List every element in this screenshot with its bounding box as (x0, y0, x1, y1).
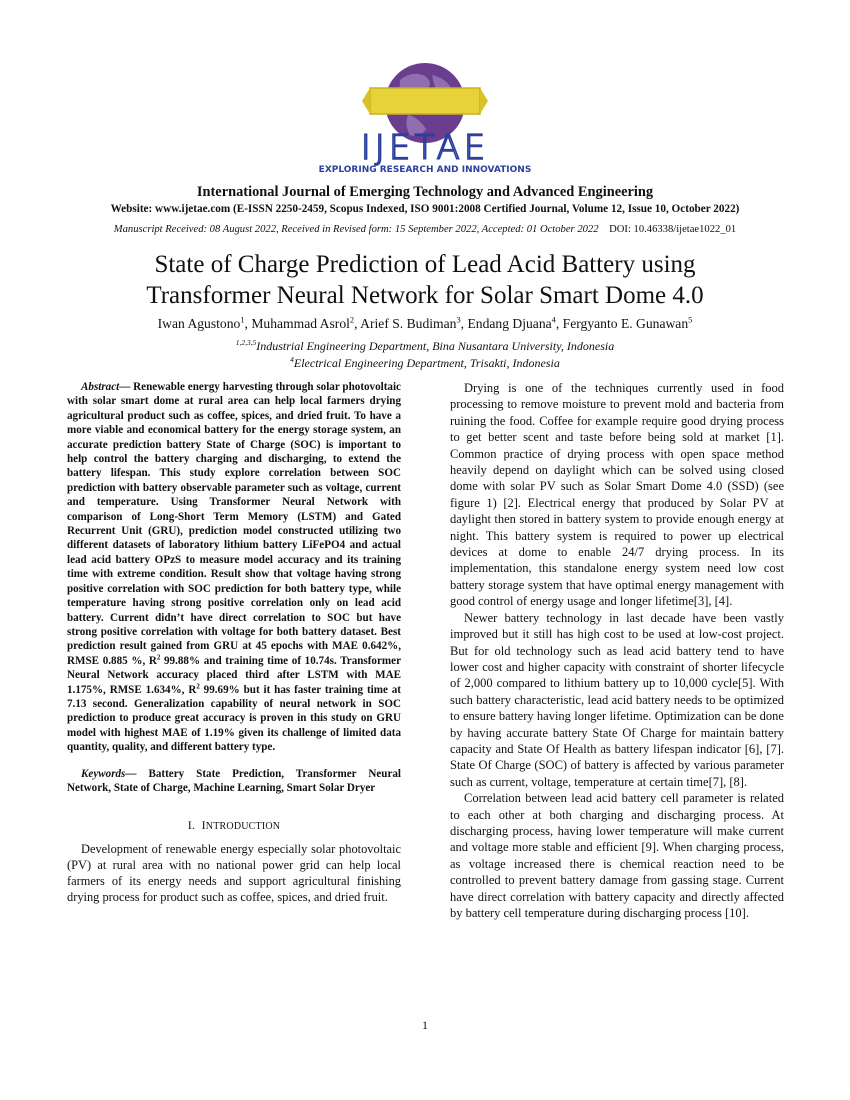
logo-tagline: EXPLORING RESEARCH AND INNOVATIONS (318, 165, 532, 175)
page-number: 1 (422, 1018, 428, 1032)
keywords: Keywords— Battery State Prediction, Transformer Neural Network, State of Charge, Machine Learning, Smart Solar Dryer (67, 767, 402, 794)
logo-wordmark: IJETAE (360, 128, 490, 168)
doi: DOI: 10.46338/ijetae1022_01 (609, 224, 737, 235)
intro-paragraph-1: Development of renewable energy especially solar photovoltaic (PV) at rural area with no national power grid can help local farmers of its energy needs and support agricultural finishing drying process for product such as coffee, spices, and dried fruit. (67, 842, 401, 905)
journal-logo (300, 55, 550, 175)
paper-title (60, 249, 790, 311)
title-line-2: Transformer Neural Network for Solar Smart Dome 4.0 (146, 282, 704, 309)
affiliation-2: $^4$Electrical Engineering Department, Trisakti, Indonesia (290, 355, 560, 370)
author: Arief S. Budiman$^3$, (360, 314, 468, 331)
journal-website-line: Website: www.ijetae.com (E-ISSN 2250-2459, Scopus Indexed, ISO 9001:2008 Certified Journal, Volume 12, Issue 10, October 2022) (110, 203, 740, 215)
journal-name: International Journal of Emerging Technology and Advanced Engineering (196, 184, 654, 200)
author: Fergyanto E. Gunawan$^5$ (562, 314, 693, 331)
body-paragraph-2: Newer battery technology in last decade have been vastly improved but it still has high cost to be used at low-cost project. But for old technology such as lead acid battery tend to have lower cost and higher capacity with constraint of shorter lifecycle of 2,000 compared to lithium battery up to 10,000 cycle[5]. With such battery characteristic, lead acid battery needs to be optimized to ensure battery having longer lifetime. Optimization can be done by having accurate battery State Of Charge for maintain battery capacity and State Of Health as battery lifespan indicator [6], [7]. State Of Charge (SOC) of battery is affected by various parameter such as current, voltage, temperature at certain time[7], [8]. (450, 610, 784, 789)
manuscript-dates: Manuscript Received: 08 August 2022, Received in Revised form: 15 September 2022, Accepted: 01 October 2022 (113, 224, 599, 235)
author-list (0, 316, 850, 332)
body-paragraph-1: Drying is one of the techniques currently used in food processing to remove moisture to prevent mold and bacteria from ruining the food. Coffee for example require good drying process to get better scent and taste before being sold at market [1]. Common practice of drying process with open space method heavily depend on daylight which can be solved using closed dome with solar PV such as Solar Smart Dome 4.0 (SSD) (see figure 1) [2]. Electrical energy that produced by Solar PV at daylight then stored in battery system to provide enough energy at night. This battery system is required to power up electrical devices at dome to enable 24/7 drying process. In its implementation, this standalone energy system need low cost battery storage system that have optimal energy management with good control of energy usage and longer lifetime[3], [4]. (450, 381, 784, 609)
title-line-1: State of Charge Prediction of Lead Acid Battery using (154, 251, 696, 278)
section-heading-introduction: I. INTRODUCTION (187, 818, 281, 833)
body-paragraph-3: Correlation between lead acid battery cell parameter is related to each other at both charging and discharging process. At discharging process, having lower temperature will make current and voltage more stable and efficient [9]. When charging process, as voltage increased there is chemical reaction need to be controlled to prevent battery damage from gassing stage. Current have direct correlation with battery capacity and directly affected by battery cell temperature during discharging process [10]. (450, 791, 784, 920)
author: Iwan Agustono$^1$, (157, 314, 252, 331)
left-column (67, 380, 401, 905)
affiliation-1: $^{1,2,3,5}$Industrial Engineering Department, Bina Nusantara University, Indonesia (235, 338, 615, 353)
logo-band (362, 88, 488, 114)
manuscript-info (0, 224, 850, 235)
author: Endang Djuana$^4$, (467, 314, 563, 331)
abstract: Abstract— Renewable energy harvesting through solar photovoltaic with solar smart dome at rural area can help local farmers drying agricultural product such as coffee, spices, and dried fruit. To have a more viable and economical battery for the energy storage system, an accurate prediction battery State of Charge (SOC) is important to help control the battery charging and discharging, to extend the battery lifespan. This study explore correlation between SOC prediction with battery observable parameter such as voltage, current and temperature. Using Transformer Neural Network with comparison of Long-Short Term Memory (LSTM) and Gated Recurrent Unit (GRU), prediction model constructed utilizing two different datasets of laboratory lithium battery LiFePO4 and actual lead acid battery OPzS to measure model accuracy and its training time with extreme condition. Result show that voltage having strong positive correlation with SOC prediction for both battery type, while temperature having strong positive correlation only on lead acid battery. Current didn’t have direct correlation to SOC but have strong positive correlation with voltage for both battery dataset. Best prediction result gained from GRU at 45 epochs with MAE 0.642%, RMSE 0.885 %, $R^2$ 99.88% and training time of 10.74s. Transformer Neural Network accuracy placed third after LSTM with MAE 1.175%, RMSE 1.634%, $R^2$ 99.69% but it has faster training time at 7.13 second. Generalization capability of neural network in SOC prediction to produce great accuracy is proven in this study on GRU model with highest MAE of 1.19% given its challenge of limited data quantity, quality, and different battery type. (67, 381, 402, 754)
author: Muhammad Asrol$^2$, (251, 314, 361, 331)
right-column (450, 380, 784, 921)
